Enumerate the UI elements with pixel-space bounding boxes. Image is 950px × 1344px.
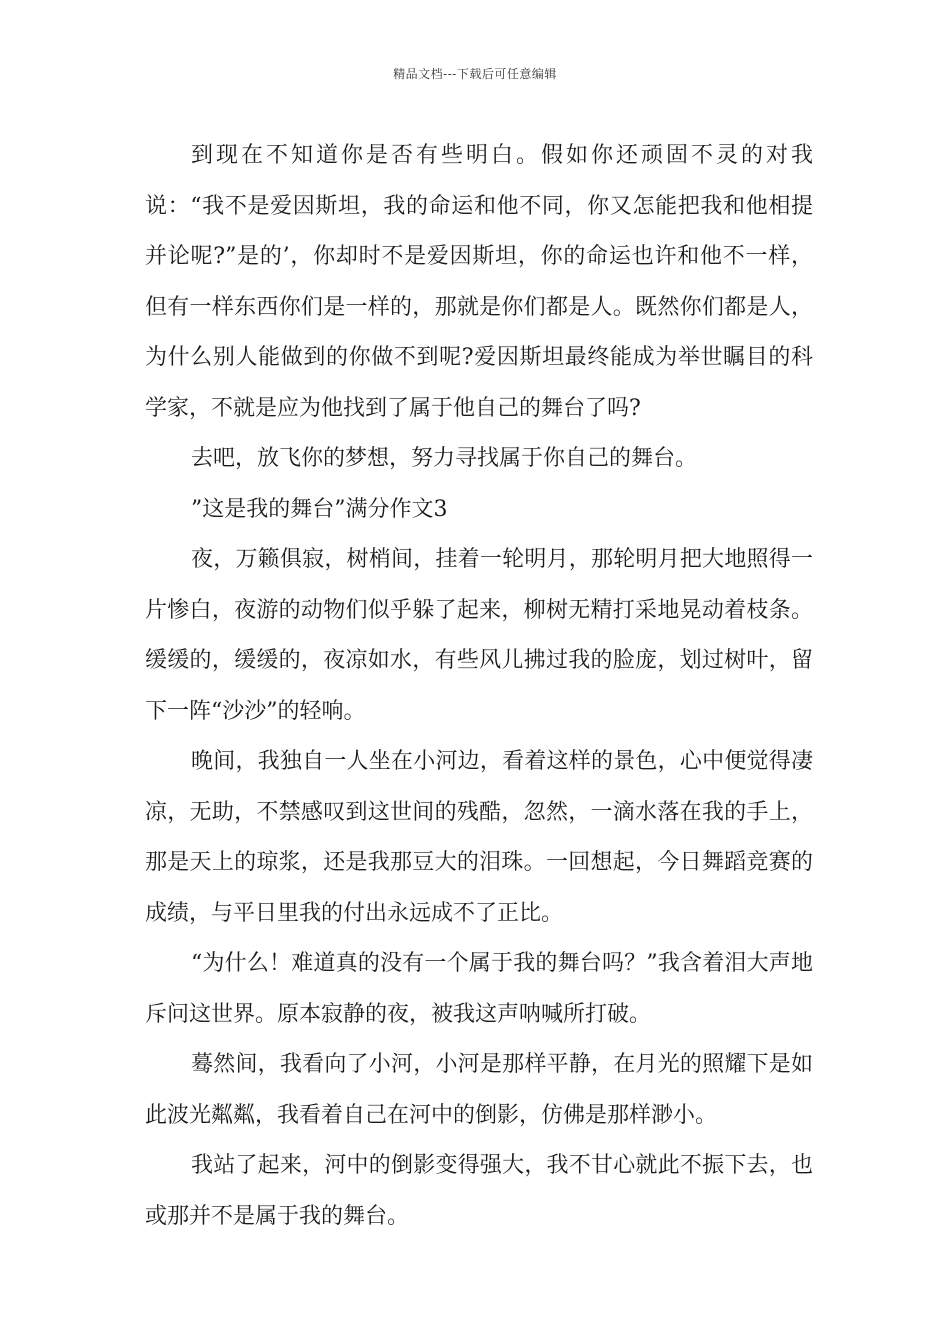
paragraph: 夜，万籁俱寂，树梢间，挂着一轮明月，那轮明月把大地照得一片惨白，夜游的动物们似乎躲了起来，柳树无精打采地晃动着枝条。缓缓的，缓缓的，夜凉如水，有些风儿拂过我的脸庞，划过树叶，留下一阵“沙沙”的轻响。 [145,547,813,724]
page-header: 精品文档---下载后可任意编辑 [393,67,557,81]
paragraph: 我站了起来，河中的倒影变得强大，我不甘心就此不振下去，也或那并不是属于我的舞台。 [145,1153,813,1229]
essay-title: ”这是我的舞台”满分作文3 [191,496,448,522]
paragraph: 晚间，我独自一人坐在小河边，看着这样的景色，心中便觉得凄凉，无助，不禁感叹到这世间的残酷，忽然，一滴水落在我的手上，那是天上的琼浆，还是我那豆大的泪珠。一回想起，今日舞蹈竞赛的成绩，与平日里我的付出永远成不了正比。 [145,749,813,926]
paragraph: “为什么！难道真的没有一个属于我的舞台吗？”我含着泪大声地斥问这世界。原本寂静的夜，被我这声呐喊所打破。 [145,951,813,1027]
document-body [145,131,813,1242]
paragraph: 到现在不知道你是否有些明白。假如你还顽固不灵的对我说：“我不是爱因斯坦，我的命运和他不同，你又怎能把我和他相提并论呢?”是的’，你却时不是爱因斯坦，你的命运也许和他不一样，但有一样东西你们是一样的，那就是你们都是人。既然你们都是人，为什么别人能做到的你做不到呢?爱因斯坦最终能成为举世瞩目的科学家，不就是应为他找到了属于他自己的舞台了吗? [145,143,813,421]
paragraph: 去吧，放飞你的梦想，努力寻找属于你自己的舞台。 [191,446,698,471]
paragraph: 蓦然间，我看向了小河，小河是那样平静，在月光的照耀下是如此波光粼粼，我看着自己在河中的倒影，仿佛是那样渺小。 [145,1052,813,1128]
